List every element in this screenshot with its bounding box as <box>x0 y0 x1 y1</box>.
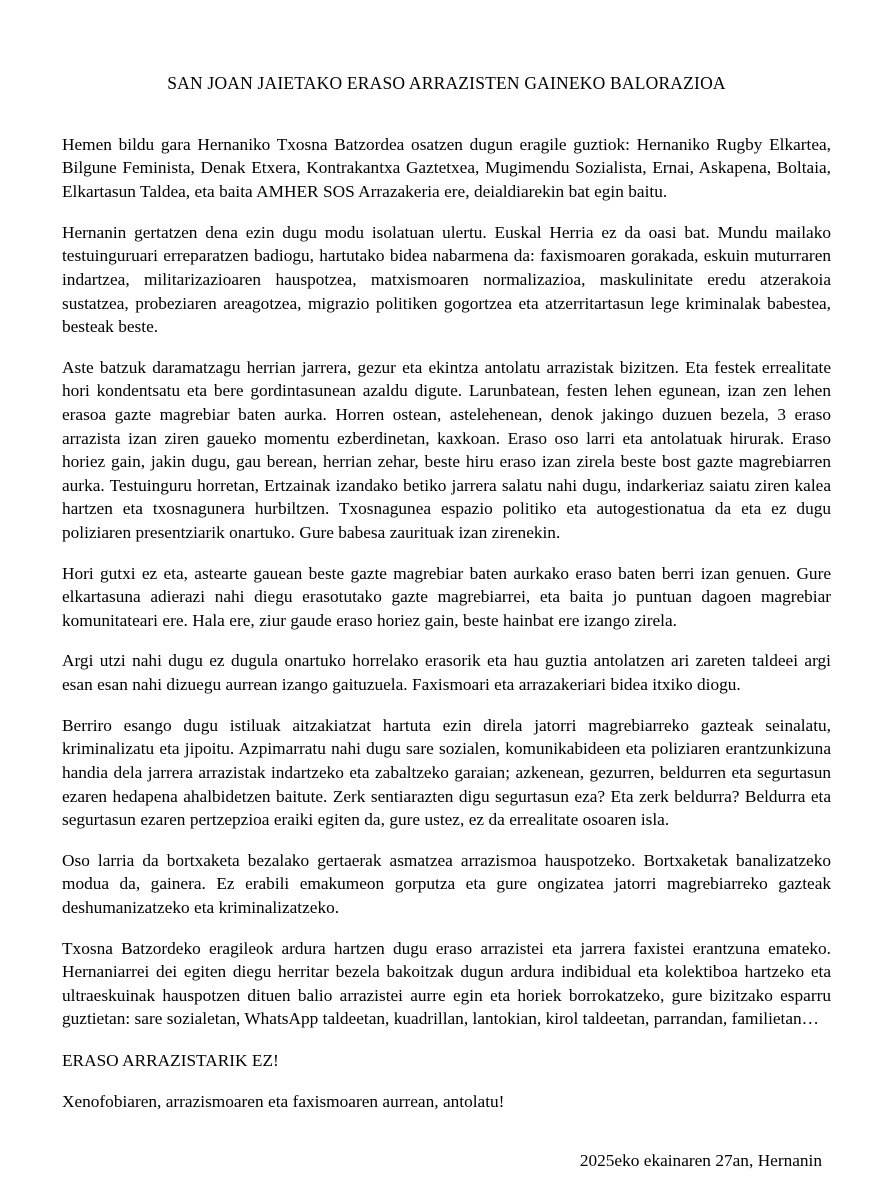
paragraph-2: Hernanin gertatzen dena ezin dugu modu isolatuan ulertu. Euskal Herria ez da oasi bat. Mundu mailako testuinguruari erreparatzen badiogu, hartutako bidea nabarmena da: faxismoaren gorakada, eskuin muturraren indartzea, militarizazioaren hauspotzea, matxismoaren normalizazioa, maskulinitate eredu atzerakoia sustatzea, probeziaren areagotzea, migrazio politiken gogortzea eta atzerritartasun lege kriminalak babestea, besteak beste. <box>62 222 831 337</box>
paragraph-8: Txosna Batzordeko eragileok ardura hartzen dugu eraso arrazistei eta jarrera faxistei erantzuna emateko. Hernaniarrei dei egiten diegu herritar bezela bakoitzak dugun ardura indibidual eta kolektiboa hartzeko eta ultraeskuinak hauspotzen dituen balio arrazistei aurre egin eta horiek borrokatzeko, gure bizitzako esparru guztietan: sare sozialetan, WhatsApp taldeetan, kuadrillan, lantokian, kirol taldeetan, parrandan, familietan… <box>62 938 831 1029</box>
page-title: SAN JOAN JAIETAKO ERASO ARRAZISTEN GAINEKO BALORAZIOA <box>167 73 726 93</box>
paragraph-7: Oso larria da bortxaketa bezalako gertaerak asmatzea arrazismoa hauspotzeko. Bortxaketak banalizatzeko modua da, gainera. Ez erabili emakumeon gorputza eta gure ongizatea jatorri magrebiarreko gazteak deshumanizatzeko eta kriminalizatzeko. <box>62 850 831 917</box>
closing-call-text: Xenofobiaren, arrazismoaren eta faxismoaren aurrean, antolatu! <box>62 1091 505 1111</box>
paragraph-6: Berriro esango dugu istiluak aitzakiatzat hartuta ezin direla jatorri magrebiarreko gazteak seinalatu, kriminalizatu eta jipoitu. Azpimarratu nahi dugu sare sozialen, komunikabideen eta poliziaren erantzunkizuna handia dela jarrera arrazistak indartzeko eta zabaltzeko garaian; azkenean, gezurren, beldurren eta segurtasun ezaren hedapena ahalbidetzen baitute. Zerk sentiarazten digu segurtasun eza? Eta zerk beldurra? Beldurra eta segurtasun ezaren pertzepzioa eraiki egiten da, gure ustez, ez da errealitate osoaren isla. <box>62 715 831 830</box>
paragraph-1: Hemen bildu gara Hernaniko Txosna Batzordea osatzen dugun eragile guztiok: Hernaniko Rugby Elkartea, Bilgune Feminista, Denak Etxera, Kontrakantxa Gaztetxea, Mugimendu Sozialista, Ernai, Askapena, Boltaia, Elkartasun Taldea, eta baita AMHER SOS Arrazakeria ere, deialdiarekin bat egin baitu. <box>62 134 831 202</box>
paragraph-4: Hori gutxi ez eta, astearte gauean beste gazte magrebiar baten aurkako eraso baten berri izan genuen. Gure elkartasuna adierazi nahi diegu erasotutako gazte magrebiarrei, eta baita jo puntuan dagoen magrebiar komunitateari ere. Hala ere, ziur gaude eraso horiez gain, beste hainbat ere izango zirela. <box>62 563 831 630</box>
signature-date-location: 2025eko ekainaren 27an, Hernanin <box>579 1151 822 1171</box>
document-body <box>62 0 831 1173</box>
paragraph-5: Argi utzi nahi dugu ez dugula onartuko horrelako erasorik eta hau guztia antolatzen ari zareten taldeei argi esan esan nahi dizuegu aurrean izango gaituzuela. Faxismoari eta arrazakeriari bidea itxiko diogu. <box>62 651 831 695</box>
paragraph-3: Aste batzuk daramatzagu herrian jarrera, gezur eta ekintza antolatu arrazistak bizitzen. Eta festek errealitate hori kondentsatu eta bere gordintasunean azaldu digute. Larunbatean, festen lehen egunean, izan zen lehen erasoa gazte magrebiar baten aurka. Horren ostean, astelehenean, denok jakingo duzuen bezela, 3 eraso arrazista izan ziren gaueko momentu ezberdinetan, kaxkoan. Eraso oso larri eta antolatuak hirurak. Eraso horiez gain, jakin dugu, gau berean, herrian zehar, beste hiru eraso izan zirela beste bost gazte magrebiarren aurka. Testuinguru horretan, Ertzainak izandako betiko jarrera salatu nahi dugu, indarkeriaz saiatu ziren kalea hartzen eta txosnagunera hurbiltzen. Txosnagunea espazio politiko eta autogestionatua da eta ez dugu poliziaren presentziarik onartuko. Gure babesa zaurituak izan zirenekin. <box>62 357 831 543</box>
slogan-text: ERASO ARRAZISTARIK EZ! <box>62 1050 279 1070</box>
